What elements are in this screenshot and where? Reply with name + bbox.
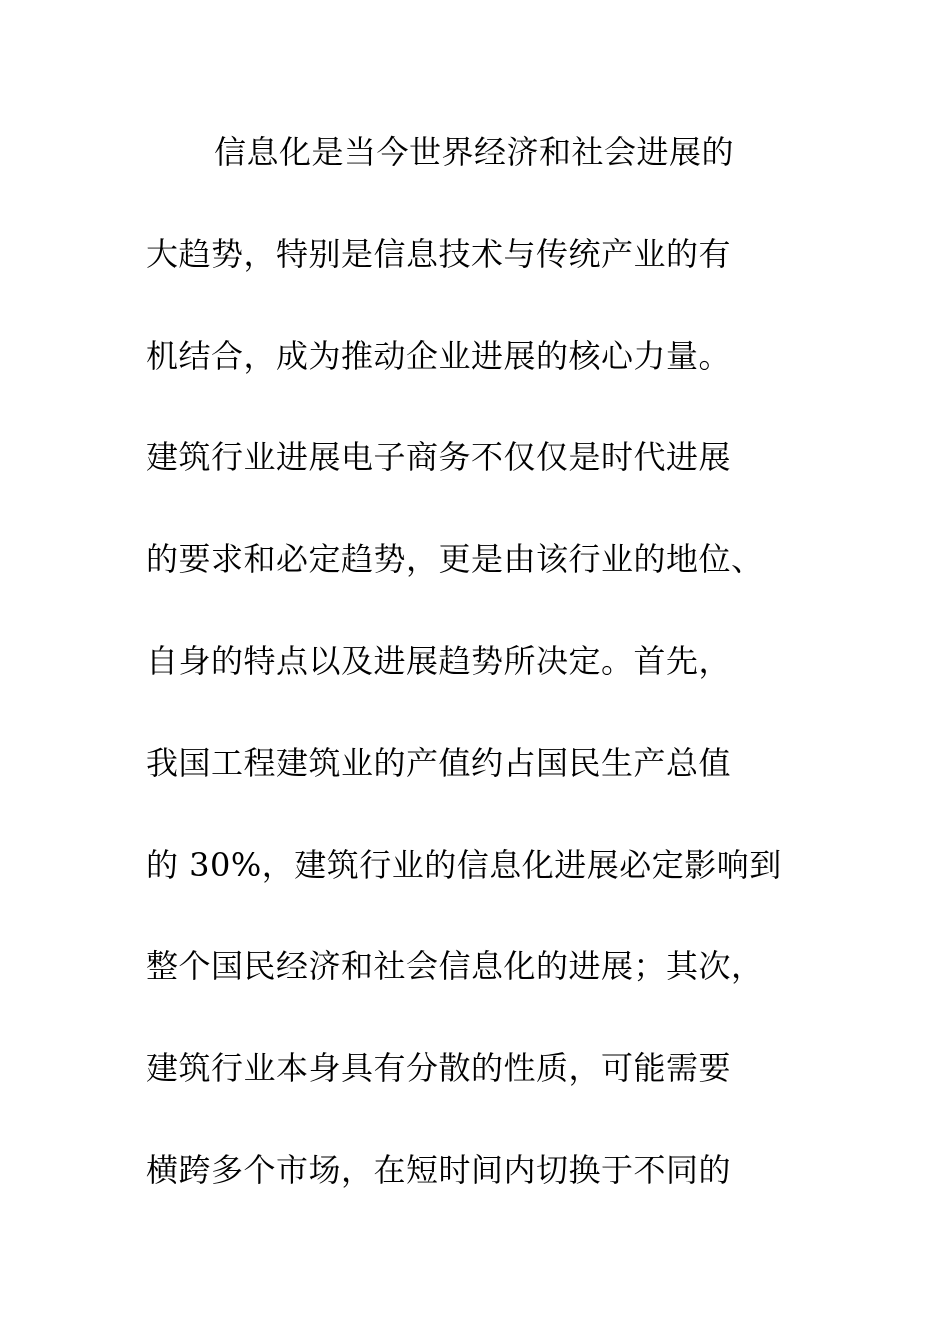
body-paragraph (146, 125, 826, 1245)
text-line: 建筑行业本身具有分散的性质，可能需要 (146, 1049, 732, 1088)
text-line: 信息化是当今世界经济和社会进展的 (214, 133, 735, 171)
text-line: 横跨多个市场，在短时间内切换于不同的 (146, 1150, 732, 1189)
text-line: 自身的特点以及进展趋势所决定。首先， (146, 641, 732, 680)
text-line: 的要求和必定趋势，更是由该行业的地位、 (146, 540, 764, 579)
text-line: 的 30%，建筑行业的信息化进展必定影响到 (146, 845, 782, 884)
text-line: 机结合，成为推动企业进展的核心力量。 (146, 336, 732, 375)
text-line: 整个国民经济和社会信息化的进展；其次， (146, 947, 764, 986)
text-line: 大趋势，特别是信息技术与传统产业的有 (146, 234, 732, 273)
text-line: 建筑行业进展电子商务不仅仅是时代进展 (146, 438, 732, 477)
text-line: 我国工程建筑业的产值约占国民生产总值 (146, 743, 732, 782)
